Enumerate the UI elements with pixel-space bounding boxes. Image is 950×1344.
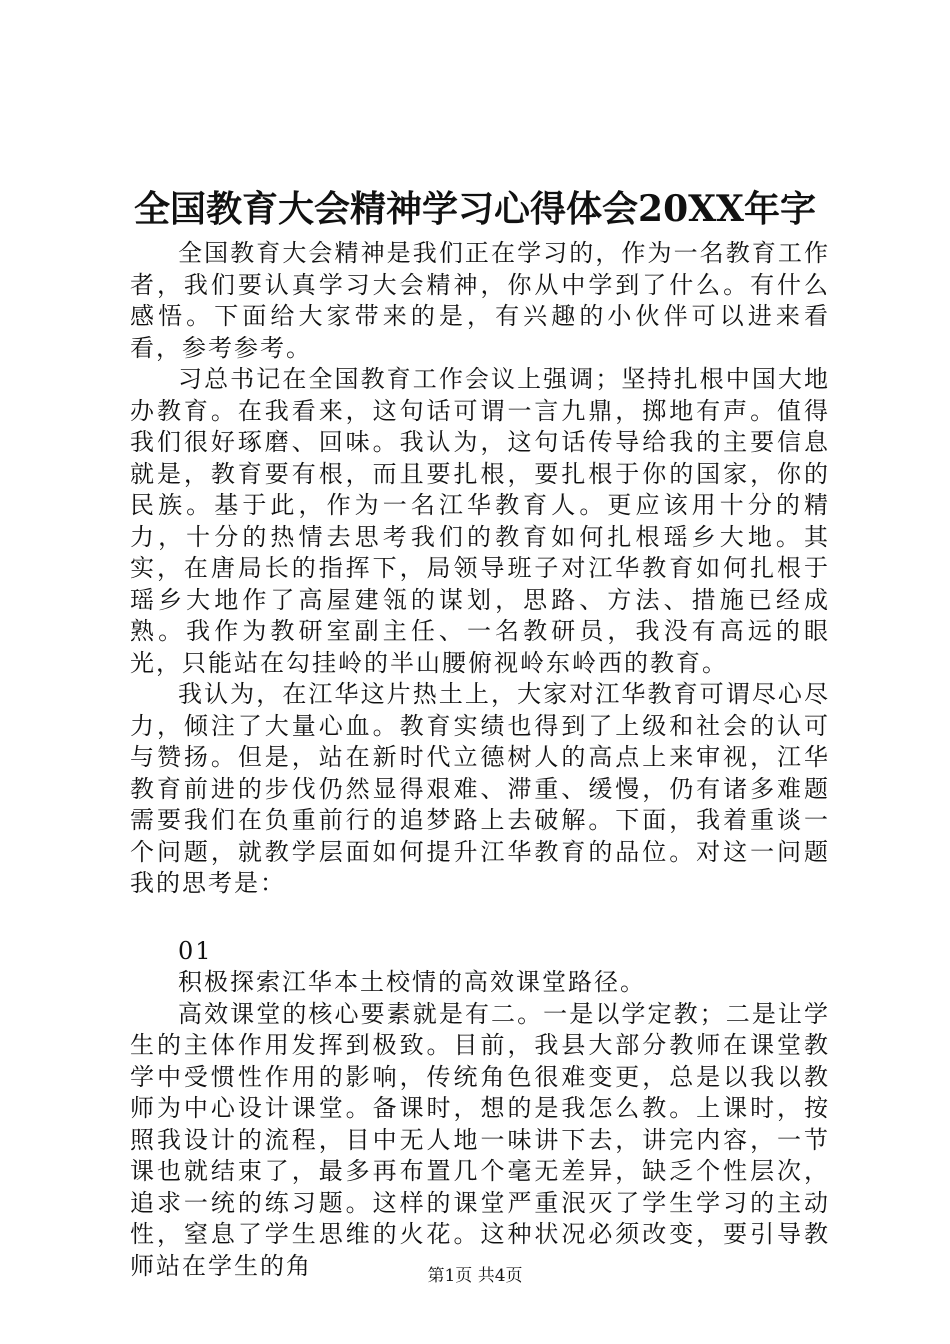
paragraph-efficient-classroom: 高效课堂的核心要素就是有二。一是以学定教；二是让学生的主体作用发挥到极致。目前，我县大部分教师在课堂教学中受惯性作用的影响，传统角色很难变更，总是以我以教师为中心设计课堂。备课时，想的是我怎么教。上课时，按照我设计的流程，目中无人地一味讲下去，讲完内容，一节课也就结束了，最多再布置几个毫无差异，缺乏个性层次，追求一统的练习题。这样的课堂严重泯灭了学生学习的主动性，窒息了学生思维的火花。这种状况必须改变，要引导教师站在学生的角	[130, 999, 830, 1280]
paragraph-xi-speech: 习总书记在全国教育工作会议上强调；坚持扎根中国大地办教育。在我看来，这句话可谓一言九鼎，掷地有声。值得我们很好琢磨、回味。我认为，这句话传导给我的主要信息就是，教育要有根，而且要扎根，要扎根于你的国家，你的民族。基于此，作为一名江华教育人。更应该用十分的精力，十分的热情去思考我们的教育如何扎根瑶乡大地。其实，在唐局长的指挥下，局领导班子对江华教育如何扎根于瑶乡大地作了高屋建瓴的谋划，思路、方法、措施已经成熟。我作为教研室副主任、一名教研员，我没有高远的眼光，只能站在勾挂岭的半山腰俯视岭东岭西的教育。	[130, 365, 830, 677]
section-heading: 积极探索江华本土校情的高效课堂路径。	[178, 968, 646, 996]
document-title: 全国教育大会精神学习心得体会20XX年字	[134, 188, 816, 230]
page-footer: 第1页 共4页	[427, 1266, 523, 1286]
paragraph-spacer	[130, 900, 830, 936]
paragraph-intro: 全国教育大会精神是我们正在学习的，作为一名教育工作者，我们要认真学习大会精神，你从中学到了什么。有什么感悟。下面给大家带来的是，有兴趣的小伙伴可以进来看看，参考参考。	[130, 239, 830, 362]
paragraph-jianghua-education: 我认为，在江华这片热土上，大家对江华教育可谓尽心尽力，倾注了大量心血。教育实绩也得到了上级和社会的认可与赞扬。但是，站在新时代立德树人的高点上来审视，江华教育前进的步伐仍然显得艰难、滞重、缓慢，仍有诸多难题需要我们在负重前行的追梦路上去破解。下面，我着重谈一个问题，就教学层面如何提升江华教育的品位。对这一问题我的思考是：	[130, 680, 830, 897]
document-body	[130, 238, 830, 1282]
section-number: 01	[178, 936, 213, 965]
